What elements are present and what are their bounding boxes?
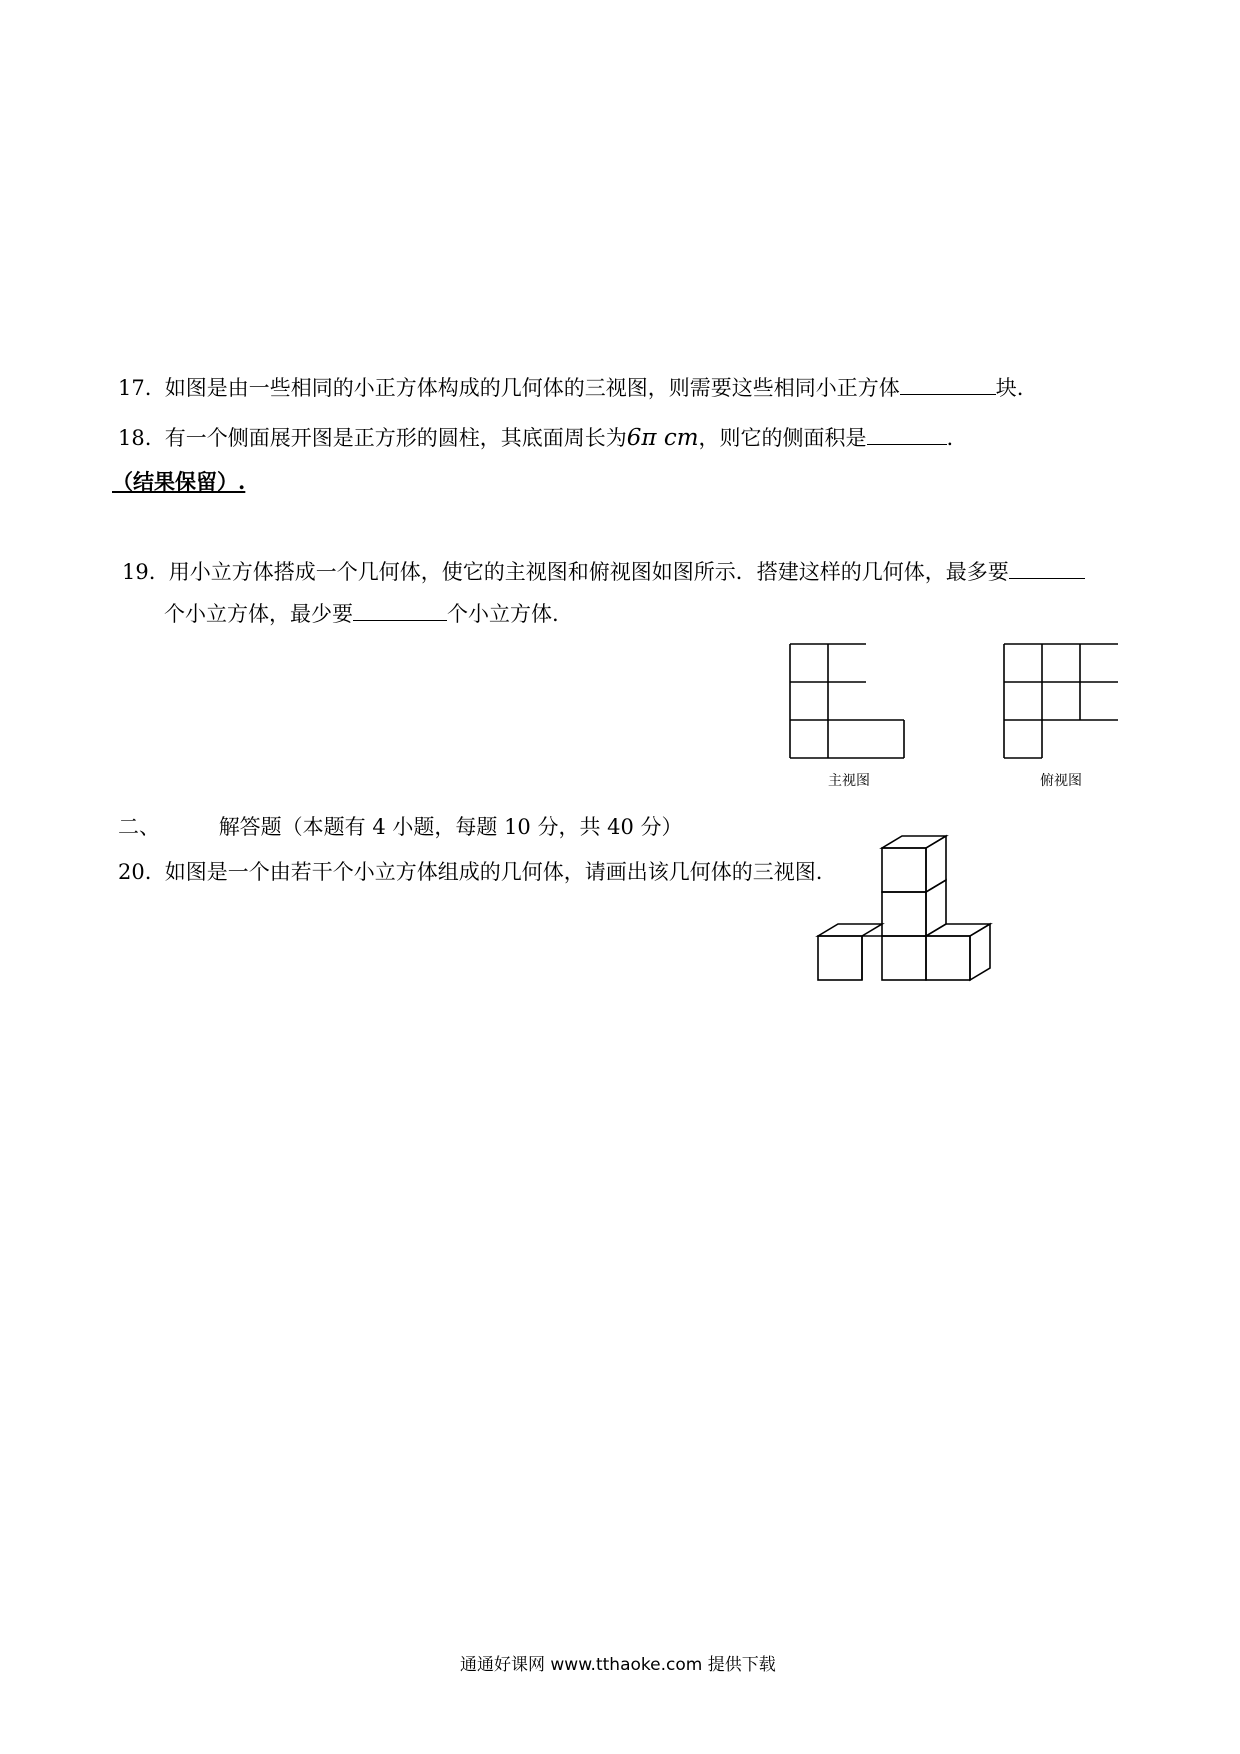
question-text: 个小立方体，最少要	[164, 602, 353, 626]
answer-blank[interactable]	[900, 374, 996, 395]
question-text: 如图是一个由若干个小立方体组成的几何体，请画出该几何体的三视图.	[164, 860, 823, 884]
math-expression: 6π cm	[626, 425, 699, 451]
top-view-caption: 俯视图	[1040, 773, 1082, 789]
page-footer: 通通好课网 www.tthaoke.com 提供下载	[460, 1655, 776, 1675]
answer-blank-min[interactable]	[353, 600, 447, 621]
question-text-end: .	[946, 426, 954, 450]
cube-stack-figure	[812, 824, 998, 986]
section-title: 解答题（本题有 4 小题，每题 10 分，共 40 分）	[218, 815, 683, 839]
question-text-end: 个小立方体.	[447, 602, 559, 626]
question-19	[122, 558, 1085, 586]
question-text: 如图是由一些相同的小正方体构成的几何体的三视图，则需要这些相同小正方体	[164, 376, 900, 400]
question-number: 19.	[122, 560, 156, 584]
question-number: 17.	[118, 376, 152, 400]
section-heading	[118, 813, 683, 841]
main-view-figure	[780, 640, 910, 762]
answer-blank[interactable]	[867, 424, 947, 445]
question-19-line2	[164, 600, 559, 628]
main-view-caption: 主视图	[828, 773, 870, 789]
question-number: 18.	[118, 426, 152, 450]
question-text: 有一个侧面展开图是正方形的圆柱，其底面周长为	[164, 426, 627, 450]
question-18	[118, 424, 953, 452]
answer-blank-max[interactable]	[1009, 558, 1085, 579]
question-18-note: （结果保留）.	[112, 469, 246, 494]
question-20	[118, 858, 822, 886]
question-number: 20.	[118, 860, 152, 884]
top-view-figure	[996, 640, 1124, 762]
question-text-end: 块.	[995, 376, 1024, 400]
question-17	[118, 374, 1023, 402]
question-text-mid: ，则它的侧面积是	[698, 426, 867, 450]
section-number: 二、	[118, 815, 160, 839]
question-text: 用小立方体搭成一个几何体，使它的主视图和俯视图如图所示．搭建这样的几何体，最多要	[168, 560, 1009, 584]
